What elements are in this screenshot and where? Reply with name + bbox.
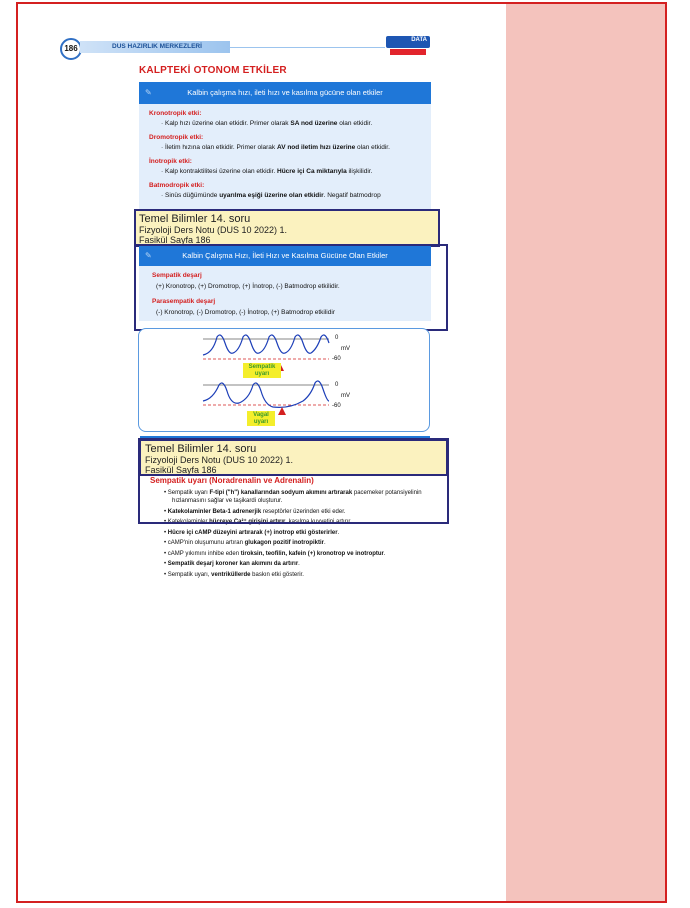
highlight-outline	[138, 438, 449, 524]
effect-title: Dromotropik etki:	[149, 134, 204, 141]
vagal-arrow	[278, 407, 286, 415]
note-line-2: Fizyoloji Ders Notu (DUS 10 2022) 1.	[145, 455, 294, 465]
sticky-note	[134, 209, 440, 247]
effect-title: Kronotropik etki:	[149, 110, 202, 117]
effects-panel	[139, 82, 431, 222]
bottom-zero-label: 0	[335, 382, 339, 388]
pencil-icon: ✎	[145, 251, 152, 260]
header-rule	[230, 47, 385, 48]
effect-description: · Sinüs düğümünde uyarılma eşiği üzerine olan etkidir. Negatif batmodrop	[161, 192, 381, 199]
top-unit-label: mV	[341, 346, 350, 352]
logo-text: DATA	[411, 37, 427, 43]
effects-list	[139, 104, 431, 222]
page-number: 186	[60, 38, 82, 60]
vagal-tag: Vagal uyarı	[247, 411, 275, 426]
sympathetic-section-title: Sempatik uyarı (Noradrenalin ve Adrenalin)	[150, 476, 314, 485]
note-line-3: Fasikül Sayfa 186	[145, 465, 217, 475]
bullet-item: • Hücre içi cAMP düzeyini artırarak (+) inotrop etki gösterirler.	[164, 529, 340, 536]
effect-description: · Kalp hızı üzerine olan etkidir. Primer olarak SA nod üzerine olan etkidir.	[161, 120, 373, 127]
bullet-item: • Sempatik uyarı, ventriküllerde baskın etki gösterir.	[164, 571, 304, 578]
action-potential-figure	[138, 328, 430, 432]
publisher-logo	[386, 36, 430, 58]
sympathetic-title: Sempatik deşarj	[152, 272, 202, 279]
right-margin-panel	[506, 4, 665, 901]
page-title: KALPTEKİ OTONOM ETKİLER	[139, 65, 287, 76]
note-line-2: Fizyoloji Ders Notu (DUS 10 2022) 1.	[139, 225, 288, 235]
note-line-1: Temel Bilimler 14. soru	[145, 443, 257, 455]
note-line-3: Fasikül Sayfa 186	[139, 235, 211, 245]
top-minus-label: -60	[332, 356, 341, 362]
sympathetic-text: (+) Kronotrop, (+) Dromotrop, (+) İnotrop, (-) Batmodrop etkilidir.	[156, 283, 340, 290]
pencil-icon: ✎	[145, 88, 152, 97]
effects-panel-title: Kalbin çalışma hızı, ileti hızı ve kasılma gücüne olan etkiler	[187, 88, 383, 97]
bullet-item: • Sempatik deşarj koroner kan akımını da artırır.	[164, 561, 300, 567]
effect-title: İnotropik etki:	[149, 158, 192, 165]
effect-description: · Kalp kontraktilitesi üzerine olan etkidir. Hücre içi Ca miktarıyla ilişkilidir.	[161, 168, 373, 175]
highlight-outline	[134, 244, 448, 331]
bullet-item: • cAMP yıkımını inhibe eden tiroksin, teofilin, kafein (+) kronotrop ve inotroptur.	[164, 550, 386, 557]
sympathetic-trace	[203, 335, 329, 355]
top-zero-label: 0	[335, 335, 339, 341]
bottom-unit-label: mV	[341, 393, 350, 399]
parasympathetic-text: (-) Kronotrop, (-) Dromotrop, (-) İnotrop, (+) Batmodrop etkilidir	[156, 309, 335, 316]
bullet-item: • Sempatik uyarı F-tipi ("h") kanallarından sodyum akımını artırarak pacemeker potansiyelinin hızlanmasını sağlar ve taşikardi oluşturur.	[164, 490, 422, 504]
bullet-item: • Katekolaminler Beta-1 adrenerjik reseptörler üzerinden etki eder.	[164, 508, 346, 515]
publisher-band: DUS HAZIRLIK MERKEZLERİ	[80, 41, 230, 53]
parasympathetic-title: Parasempatik deşarj	[152, 298, 216, 305]
action-potential-svg	[139, 329, 431, 433]
summary-panel-title: Kalbin Çalışma Hızı, İleti Hızı ve Kasılma Gücüne Olan Etkiler	[182, 251, 388, 260]
effect-description: · İletim hızına olan etkidir. Primer olarak AV nod iletim hızı üzerine olan etkidir.	[161, 144, 390, 151]
bullet-item: • cAMP'nin oluşumunu artıran glukagon pozitif inotropiktir.	[164, 540, 326, 546]
effect-title: Batmodropik etki:	[149, 182, 205, 189]
bullet-item: • Katekolaminler hücreye Ca²⁺ girişini artırır, kasılma kuvvetini artırır.	[164, 519, 352, 525]
note-line-1: Temel Bilimler 14. soru	[139, 213, 251, 225]
effects-panel-header	[139, 82, 431, 104]
sympathetic-tag: Sempatik uyarı	[243, 363, 281, 378]
bottom-minus-label: -60	[332, 403, 341, 409]
